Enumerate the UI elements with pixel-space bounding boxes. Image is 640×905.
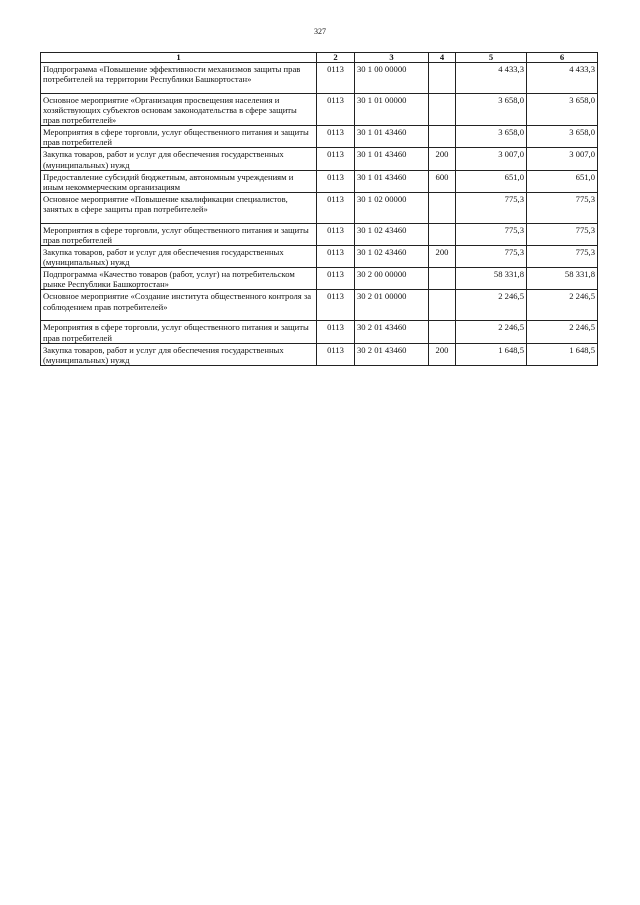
column-header: 4: [429, 53, 456, 63]
row-name: Подпрограмма «Качество товаров (работ, услуг) на потребительском рынке Республики Башкортостан»: [41, 268, 317, 290]
row-section: 0113: [317, 94, 355, 126]
row-value-5: 58 331,8: [456, 268, 527, 290]
row-target-code: 30 1 01 43460: [355, 148, 429, 170]
row-target-code: 30 1 00 00000: [355, 63, 429, 94]
row-value-6: 775,3: [527, 246, 598, 268]
column-header: 2: [317, 53, 355, 63]
row-expense-type: [429, 290, 456, 321]
row-name: Закупка товаров, работ и услуг для обеспечения государственных (муниципальных) нужд: [41, 246, 317, 268]
row-value-5: 1 648,5: [456, 343, 527, 365]
row-expense-type: 200: [429, 246, 456, 268]
row-value-5: 3 658,0: [456, 126, 527, 148]
row-value-5: 775,3: [456, 192, 527, 223]
row-value-6: 1 648,5: [527, 343, 598, 365]
table-row: [41, 343, 598, 365]
row-section: 0113: [317, 126, 355, 148]
row-name: Основное мероприятие «Создание института общественного контроля за соблюдением прав потребителей»: [41, 290, 317, 321]
row-value-6: 58 331,8: [527, 268, 598, 290]
column-header: 6: [527, 53, 598, 63]
row-expense-type: 200: [429, 343, 456, 365]
row-value-6: 2 246,5: [527, 321, 598, 343]
row-name: Закупка товаров, работ и услуг для обеспечения государственных (муниципальных) нужд: [41, 148, 317, 170]
row-section: 0113: [317, 321, 355, 343]
row-target-code: 30 2 01 43460: [355, 343, 429, 365]
table-row: [41, 268, 598, 290]
row-target-code: 30 1 02 43460: [355, 246, 429, 268]
row-name: Мероприятия в сфере торговли, услуг общественного питания и защиты прав потребителей: [41, 126, 317, 148]
row-value-6: 775,3: [527, 192, 598, 223]
row-target-code: 30 2 01 43460: [355, 321, 429, 343]
row-section: 0113: [317, 246, 355, 268]
table-row: [41, 246, 598, 268]
page-number: 327: [314, 27, 326, 36]
table-row: [41, 63, 598, 94]
row-section: 0113: [317, 268, 355, 290]
row-value-6: 3 658,0: [527, 94, 598, 126]
table-row: [41, 223, 598, 245]
row-value-6: 651,0: [527, 170, 598, 192]
budget-table: [40, 52, 598, 366]
table-header-row: [41, 53, 598, 63]
row-value-5: 775,3: [456, 246, 527, 268]
row-expense-type: [429, 268, 456, 290]
row-value-6: 775,3: [527, 223, 598, 245]
row-value-5: 3 658,0: [456, 94, 527, 126]
row-value-5: 3 007,0: [456, 148, 527, 170]
row-value-5: 2 246,5: [456, 290, 527, 321]
row-value-5: 2 246,5: [456, 321, 527, 343]
row-section: 0113: [317, 148, 355, 170]
row-target-code: 30 1 02 43460: [355, 223, 429, 245]
row-target-code: 30 1 01 43460: [355, 126, 429, 148]
row-name: Закупка товаров, работ и услуг для обеспечения государственных (муниципальных) нужд: [41, 343, 317, 365]
row-section: 0113: [317, 343, 355, 365]
table-body: [41, 63, 598, 366]
row-section: 0113: [317, 290, 355, 321]
row-target-code: 30 1 02 00000: [355, 192, 429, 223]
column-header: 5: [456, 53, 527, 63]
row-section: 0113: [317, 63, 355, 94]
row-value-6: 3 007,0: [527, 148, 598, 170]
row-target-code: 30 1 01 00000: [355, 94, 429, 126]
row-value-6: 4 433,3: [527, 63, 598, 94]
row-target-code: 30 2 00 00000: [355, 268, 429, 290]
column-header: 3: [355, 53, 429, 63]
row-name: Мероприятия в сфере торговли, услуг общественного питания и защиты прав потребителей: [41, 223, 317, 245]
row-expense-type: [429, 223, 456, 245]
row-name: Мероприятия в сфере торговли, услуг общественного питания и защиты прав потребителей: [41, 321, 317, 343]
row-section: 0113: [317, 223, 355, 245]
table-row: [41, 290, 598, 321]
row-expense-type: [429, 321, 456, 343]
row-value-6: 3 658,0: [527, 126, 598, 148]
table-row: [41, 148, 598, 170]
row-value-5: 4 433,3: [456, 63, 527, 94]
row-expense-type: [429, 126, 456, 148]
row-target-code: 30 2 01 00000: [355, 290, 429, 321]
row-name: Основное мероприятие «Организация просвещения населения и хозяйствующих субъектов основам законодательства в сфере защиты прав потребителей»: [41, 94, 317, 126]
row-name: Основное мероприятие «Повышение квалификации специалистов, занятых в сфере защиты прав потребителей»: [41, 192, 317, 223]
row-name: Предоставление субсидий бюджетным, автономным учреждениям и иным некоммерческим организациям: [41, 170, 317, 192]
row-value-5: 651,0: [456, 170, 527, 192]
table-row: [41, 126, 598, 148]
table-row: [41, 170, 598, 192]
row-section: 0113: [317, 170, 355, 192]
table-row: [41, 321, 598, 343]
row-expense-type: [429, 94, 456, 126]
row-expense-type: [429, 63, 456, 94]
row-expense-type: 600: [429, 170, 456, 192]
table-row: [41, 192, 598, 223]
row-value-5: 775,3: [456, 223, 527, 245]
row-expense-type: 200: [429, 148, 456, 170]
row-name: Подпрограмма «Повышение эффективности механизмов защиты прав потребителей на территории Республики Башкортостан»: [41, 63, 317, 94]
row-target-code: 30 1 01 43460: [355, 170, 429, 192]
table-row: [41, 94, 598, 126]
row-value-6: 2 246,5: [527, 290, 598, 321]
row-section: 0113: [317, 192, 355, 223]
column-header: 1: [41, 53, 317, 63]
row-expense-type: [429, 192, 456, 223]
